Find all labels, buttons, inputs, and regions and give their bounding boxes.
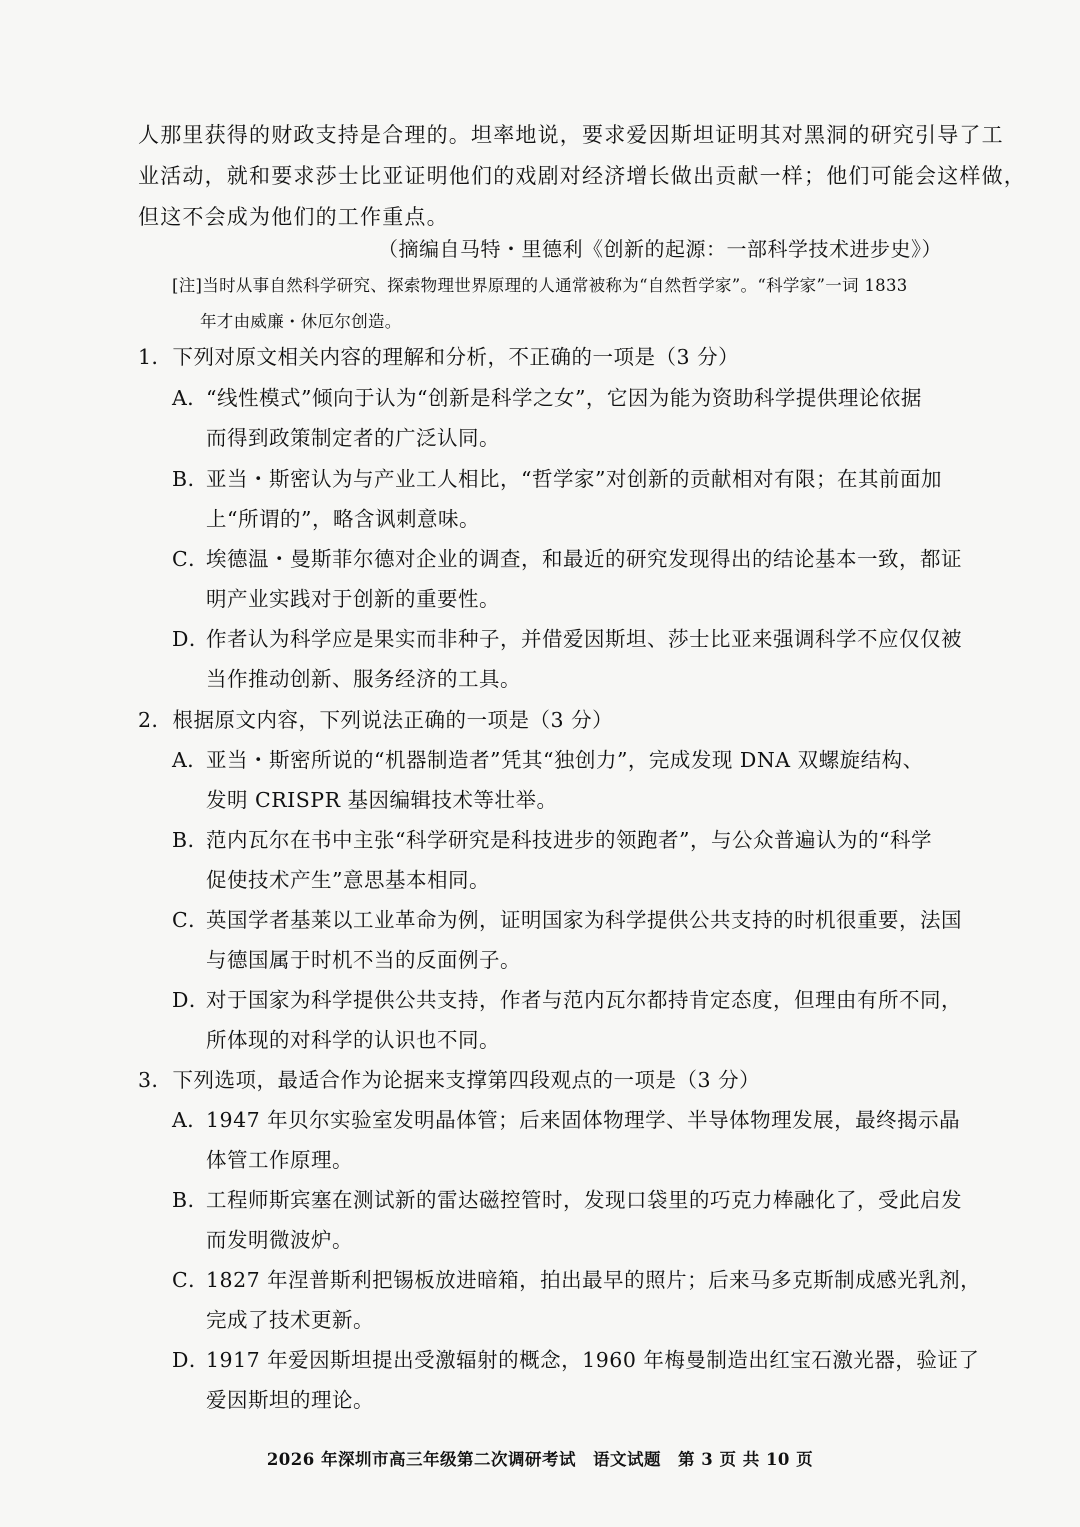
option-text-continued: 而得到政策制定者的广泛认同。 xyxy=(206,426,500,450)
option-text: 1917 年爱因斯坦提出受激辐射的概念，1960 年梅曼制造出红宝石激光器，验证了 xyxy=(206,1348,980,1372)
option-text-continued: 体管工作原理。 xyxy=(206,1148,353,1172)
option-label: A． xyxy=(172,1108,209,1132)
option-text: 范内瓦尔在书中主张“科学研究是科技进步的领跑者”，与公众普遍认为的“科学 xyxy=(206,828,932,852)
option-text-continued: 而发明微波炉。 xyxy=(206,1228,353,1252)
question-1-option-a xyxy=(172,383,922,413)
passage-line: 人那里获得的财政支持是合理的。坦率地说，要求爱因斯坦证明其对黑洞的研究引导了工 xyxy=(138,123,1004,147)
question-3-option-a xyxy=(172,1105,960,1135)
footnote-line: 年才由威廉・休厄尔创造。 xyxy=(200,312,402,331)
option-text-continued: 完成了技术更新。 xyxy=(206,1308,374,1332)
option-text-continued: 与德国属于时机不当的反面例子。 xyxy=(206,948,521,972)
option-label: A． xyxy=(172,748,209,772)
option-text-continued: 所体现的对科学的认识也不同。 xyxy=(206,1028,500,1052)
option-label: B． xyxy=(172,467,209,491)
option-text: “线性模式”倾向于认为“创新是科学之女”，它因为能为资助科学提供理论依据 xyxy=(206,386,922,410)
question-2-option-a xyxy=(172,745,924,775)
question-1-option-b xyxy=(172,464,942,494)
option-text: 亚当・斯密所说的“机器制造者”凭其“独创力”，完成发现 DNA 双螺旋结构、 xyxy=(206,748,924,772)
question-1-option-d xyxy=(172,624,962,654)
question-3-option-b xyxy=(172,1185,962,1215)
passage-line: 业活动，就和要求莎士比亚证明他们的戏剧对经济增长做出贡献一样；他们可能会这样做， xyxy=(138,164,1026,188)
passage-source: （摘编自马特・里德利《创新的起源：一部科学技术进步史》） xyxy=(378,237,942,261)
passage-line: 但这不会成为他们的工作重点。 xyxy=(138,205,449,229)
option-text: 1827 年涅普斯利把锡板放进暗箱，拍出最早的照片；后来马多克斯制成感光乳剂， xyxy=(206,1268,982,1292)
question-2-option-b xyxy=(172,825,932,855)
option-label: A． xyxy=(172,386,209,410)
option-text-continued: 上“所谓的”，略含讽刺意味。 xyxy=(206,507,480,531)
option-text-continued: 促使技术产生”意思基本相同。 xyxy=(206,868,490,892)
option-text-continued: 明产业实践对于创新的重要性。 xyxy=(206,587,500,611)
page-footer: 2026 年深圳市高三年级第二次调研考试 语文试题 第 3 页 共 10 页 xyxy=(266,1450,814,1469)
option-label: C． xyxy=(172,547,210,571)
option-text: 埃德温・曼斯菲尔德对企业的调查，和最近的研究发现得出的结论基本一致，都证 xyxy=(206,547,962,571)
question-1-stem: 1．下列对原文相关内容的理解和分析，不正确的一项是（3 分） xyxy=(138,345,740,369)
question-2-stem: 2．根据原文内容，下列说法正确的一项是（3 分） xyxy=(138,708,614,732)
option-text-continued: 当作推动创新、服务经济的工具。 xyxy=(206,667,521,691)
option-text-continued: 爱因斯坦的理论。 xyxy=(206,1388,374,1412)
option-label: C． xyxy=(172,908,210,932)
option-label: D． xyxy=(172,627,210,651)
option-text: 对于国家为科学提供公共支持，作者与范内瓦尔都持肯定态度，但理由有所不同， xyxy=(206,988,962,1012)
question-2-option-d xyxy=(172,985,962,1015)
option-text: 英国学者基莱以工业革命为例，证明国家为科学提供公共支持的时机很重要，法国 xyxy=(206,908,962,932)
question-3-option-c xyxy=(172,1265,981,1295)
option-text: 1947 年贝尔实验室发明晶体管；后来固体物理学、半导体物理发展，最终揭示晶 xyxy=(206,1108,961,1132)
option-text: 作者认为科学应是果实而非种子，并借爱因斯坦、莎士比亚来强调科学不应仅仅被 xyxy=(206,627,962,651)
option-label: D． xyxy=(172,1348,210,1372)
option-label: B． xyxy=(172,828,209,852)
question-1-option-c xyxy=(172,544,962,574)
question-3-stem: 3．下列选项，最适合作为论据来支撑第四段观点的一项是（3 分） xyxy=(138,1068,761,1092)
question-2-option-c xyxy=(172,905,962,935)
option-label: D． xyxy=(172,988,210,1012)
option-text: 工程师斯宾塞在测试新的雷达磁控管时，发现口袋里的巧克力棒融化了，受此启发 xyxy=(206,1188,962,1212)
option-text-continued: 发明 CRISPR 基因编辑技术等壮举。 xyxy=(206,788,558,812)
question-3-option-d xyxy=(172,1345,979,1375)
footnote-line: [注]当时从事自然科学研究、探索物理世界原理的人通常被称为“自然哲学家”。“科学家”一词 1833 xyxy=(172,276,908,295)
option-text: 亚当・斯密认为与产业工人相比，“哲学家”对创新的贡献相对有限；在其前面加 xyxy=(206,467,942,491)
option-label: C． xyxy=(172,1268,210,1292)
option-label: B． xyxy=(172,1188,209,1212)
